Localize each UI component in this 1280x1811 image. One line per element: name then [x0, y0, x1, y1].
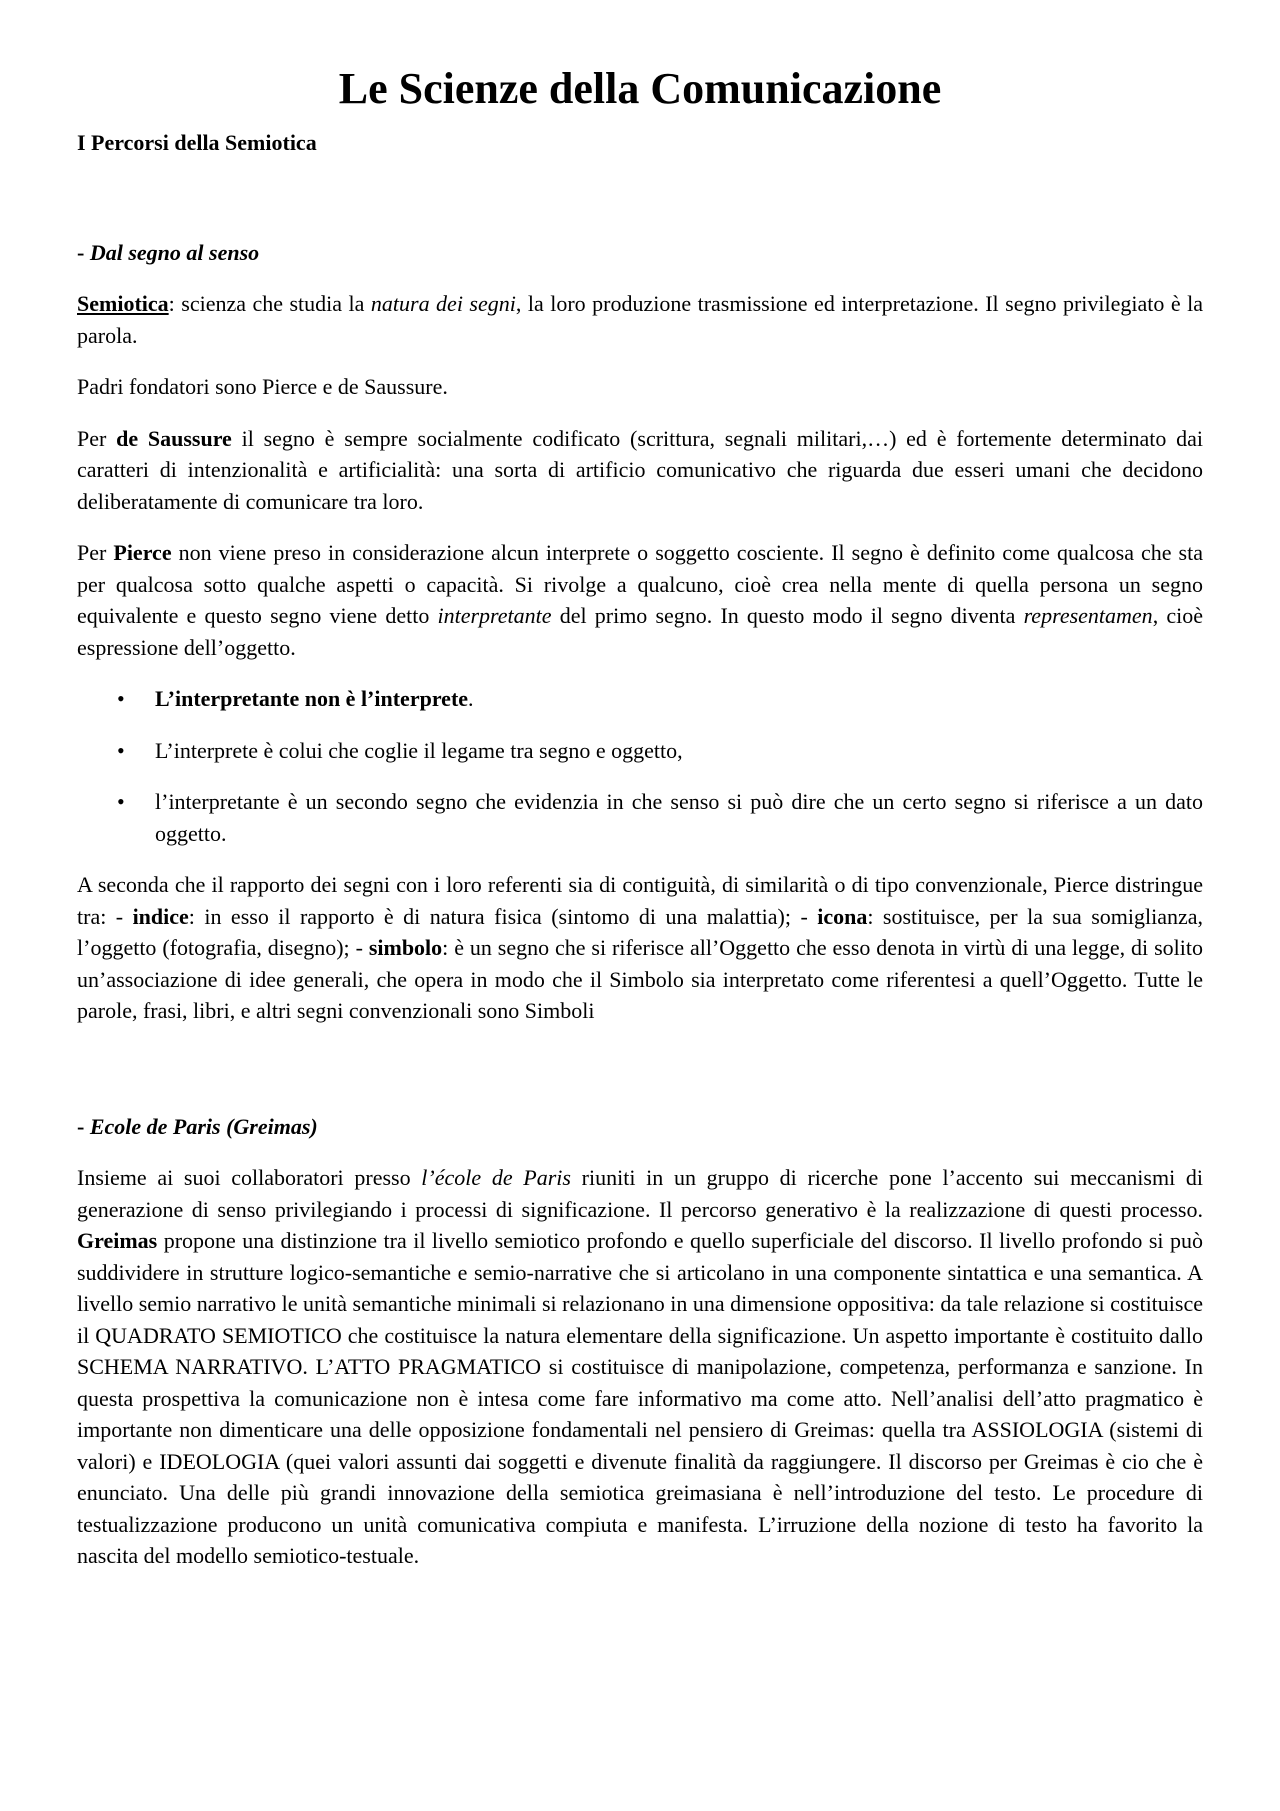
text-run: L’interprete è colui che coglie il legame tra segno e oggetto,: [155, 737, 683, 763]
heading-text: Dal segno al senso: [89, 239, 260, 265]
bold-run: de Saussure: [116, 425, 232, 451]
bullet-icon: •: [117, 686, 125, 711]
text-run: l’interpretante è un secondo segno che evidenzia in che senso si può dire che un certo segno si riferisce a un dato oggetto.: [155, 789, 1203, 846]
heading-dash: -: [77, 1113, 90, 1139]
text-run: Per: [77, 540, 114, 565]
bullet-list: [77, 683, 1203, 849]
bullet-icon: •: [117, 737, 125, 763]
bold-run: Greimas: [77, 1228, 158, 1253]
list-item: [77, 735, 1203, 767]
paragraph-de-saussure: [77, 423, 1203, 518]
term-semiotica: Semiotica: [77, 291, 169, 316]
text-run: riuniti in un gruppo di ricerche pone l’accento sui meccanismi di generazione di senso privilegiando i processi di significazione. Il percorso generativo è la realizzazione di questi processo.: [77, 1165, 1203, 1222]
text-run: : è un segno che si riferisce all’Oggetto che esso denota in virtù di una legge, di solito un’associazione di idee generali, che opera in modo che il Simbolo sia interpretato come riferentesi a quell’Oggetto. Tutte le parole, frasi, libri, e altri segni convenzionali sono Simboli: [77, 935, 1203, 1023]
text-run: , la loro produzione trasmissione ed interpretazione. Il segno privilegiato è la parola.: [77, 291, 1203, 348]
section-heading-dal-segno: [77, 237, 1203, 269]
text-run: Per: [77, 425, 117, 451]
text-run: il segno è sempre socialmente codificato (scrittura, segnali militari,…) ed è fortemente determinato dai caratteri di intenzionalità e artificialità: una sorta di artificio comunicativo che riguarda due esseri umani che decidono deliberatamente di comunicare tra loro.: [77, 425, 1203, 514]
text-run: .: [468, 686, 474, 711]
text-run: Insieme ai suoi collaboratori presso: [77, 1165, 422, 1190]
list-item: [77, 786, 1203, 849]
italic-run: interpretante: [437, 603, 552, 628]
bold-run: indice: [132, 903, 189, 929]
heading-dash: -: [77, 239, 90, 265]
bold-run: Pierce: [113, 540, 172, 565]
list-item: [77, 683, 1203, 715]
paragraph-indice-icona-simbolo: [77, 869, 1203, 1027]
document-title: Le Scienze della Comunicazione: [338, 64, 942, 113]
text-run: del primo segno. In questo modo il segno diventa: [551, 603, 1024, 628]
text-run: : in esso il rapporto è di natura fisica (sintomo di una malattia); -: [188, 903, 818, 929]
text-run: non viene preso in considerazione alcun interprete o soggetto cosciente. Il segno è definito come qualcosa che sta per qualcosa sotto qualche aspetti o capacità. Si rivolge a qualcuno, cioè crea nella mente di quella persona un segno equivalente e questo segno viene detto: [77, 540, 1204, 628]
bold-run: icona: [817, 903, 868, 929]
bullet-icon: •: [117, 789, 125, 814]
text-run: : scienza che studia la: [168, 291, 371, 316]
heading-text: Ecole de Paris (Greimas): [89, 1113, 318, 1139]
paragraph-greimas: [77, 1162, 1203, 1572]
paragraph-semiotica: [77, 288, 1203, 351]
bold-run: simbolo: [368, 935, 443, 960]
document-subtitle: I Percorsi della Semiotica: [77, 130, 317, 155]
paragraph-pierce: [77, 537, 1203, 663]
italic-run: natura dei segni: [370, 291, 516, 316]
text-run: A seconda che il rapporto dei segni con i loro referenti sia di contiguità, di similarità o di tipo convenzionale, Pierce distringue tra: -: [77, 872, 1203, 929]
italic-run: representamen: [1023, 603, 1153, 628]
text-run: , cioè espressione dell’oggetto.: [77, 603, 1203, 660]
bold-run: L’interpretante non è l’interprete: [155, 686, 469, 711]
text-run: : sostituisce, per la sua somiglianza, l’oggetto (fotografia, disegno); -: [77, 903, 1204, 960]
italic-run: l’école de Paris: [421, 1165, 571, 1190]
text-run: propone una distinzione tra il livello semiotico profondo e quello superficiale del discorso. Il livello profondo si può suddividere in strutture logico-semantiche e semio-narrative che si articolano in una componente sintattica e una semantica. A livello semio narrativo le unità semantiche minimali si relazionano in una dimensione oppositiva: da tale relazione si costituisce il QUADRATO SEMIOTICO che costituisce la natura elementare della significazione. Un aspetto importante è costituito dallo SCHEMA NARRATIVO. L’ATTO PRAGMATICO si costituisce di manipolazione, competenza, performanza e sanzione. In questa prospettiva la comunicazione non è intesa come fare informativo ma come atto. Nell’analisi dell’atto pragmatico è importante non dimenticare una delle opposizione fondamentali nel pensiero di Greimas: quella tra ASSIOLOGIA (sistemi di valori) e IDEOLOGIA (quei valori assunti dai soggetti e divenute finalità da raggiungere. Il discorso per Greimas è cio che è enunciato. Una delle più grandi innovazione della semiotica greimasiana è nell’introduzione del testo. Le procedure di testualizzazione producono un unità comunicativa compiuta e manifesta. L’irruzione della nozione di testo ha favorito la nascita del modello semiotico-testuale.: [77, 1228, 1203, 1568]
paragraph-padri-fondatori: Padri fondatori sono Pierce e de Saussure.: [77, 374, 448, 399]
section-heading-ecole-de-paris: [77, 1111, 1203, 1143]
